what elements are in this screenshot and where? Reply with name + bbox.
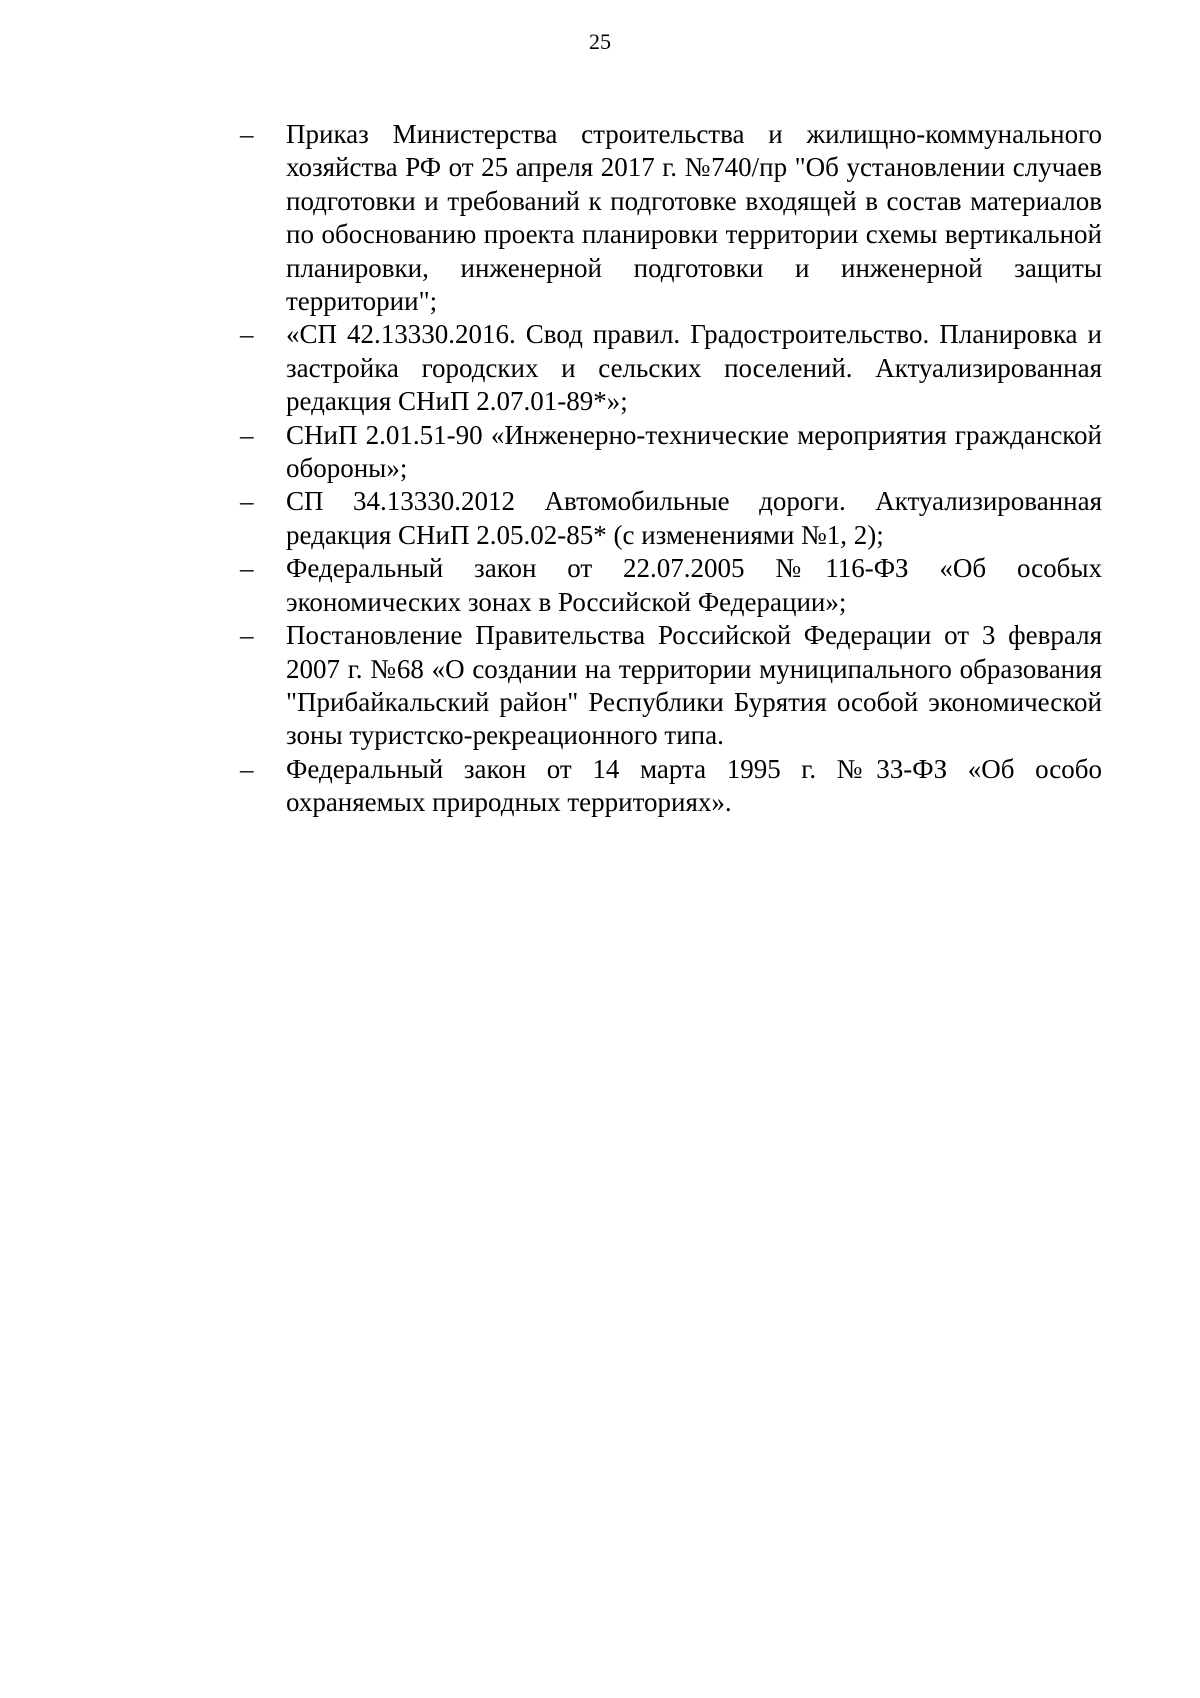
reference-item bbox=[240, 552, 1102, 619]
dash-bullet: – bbox=[240, 620, 254, 651]
dash-bullet: – bbox=[240, 419, 254, 450]
reference-item bbox=[240, 419, 1102, 486]
reference-item bbox=[240, 753, 1102, 820]
reference-text: СП 34.13330.2012 Автомобильные дороги. Актуализированная редакция СНиП 2.05.02-85* (с изменениями №1, 2); bbox=[286, 486, 1102, 550]
reference-item bbox=[240, 485, 1102, 552]
reference-item bbox=[240, 619, 1102, 753]
reference-text: Приказ Министерства строительства и жилищно-коммунального хозяйства РФ от 25 апреля 2017 г. №740/пр "Об установлении случаев подготовки и требований к подготовке входящей в состав материалов по обоснованию проекта планировки территории схемы вертикальной планировки, инженерной подготовки и инженерной защиты территории"; bbox=[286, 119, 1102, 317]
reference-text: Постановление Правительства Российской Федерации от 3 февраля 2007 г. №68 «О создании на территории муниципального образования "Прибайкальский район" Республики Бурятия особой экономической зоны туристско-рекреационного типа. bbox=[286, 620, 1102, 751]
reference-text: Федеральный закон от 14 марта 1995 г. №33-ФЗ «Об особо охраняемых природных территориях». bbox=[286, 753, 1102, 818]
dash-bullet: – bbox=[240, 486, 254, 517]
dash-bullet: – bbox=[240, 553, 254, 584]
dash-bullet: – bbox=[240, 119, 254, 149]
page-number: 25 bbox=[589, 29, 611, 54]
reference-item bbox=[240, 118, 1102, 318]
dash-bullet: – bbox=[240, 319, 254, 350]
reference-text: СНиП 2.01.51-90 «Инженерно-технические мероприятия гражданской обороны»; bbox=[286, 419, 1102, 484]
dash-bullet: – bbox=[240, 753, 254, 784]
reference-item bbox=[240, 318, 1102, 418]
reference-text: «СП 42.13330.2016. Свод правил. Градостроительство. Планировка и застройка городских и сельских поселений. Актуализированная редакция СНиП 2.07.01-89*»; bbox=[286, 319, 1102, 417]
reference-list bbox=[240, 118, 1102, 820]
reference-text: Федеральный закон от 22.07.2005 №116-ФЗ «Об особых экономических зонах в Российской Федерации»; bbox=[286, 553, 1102, 617]
